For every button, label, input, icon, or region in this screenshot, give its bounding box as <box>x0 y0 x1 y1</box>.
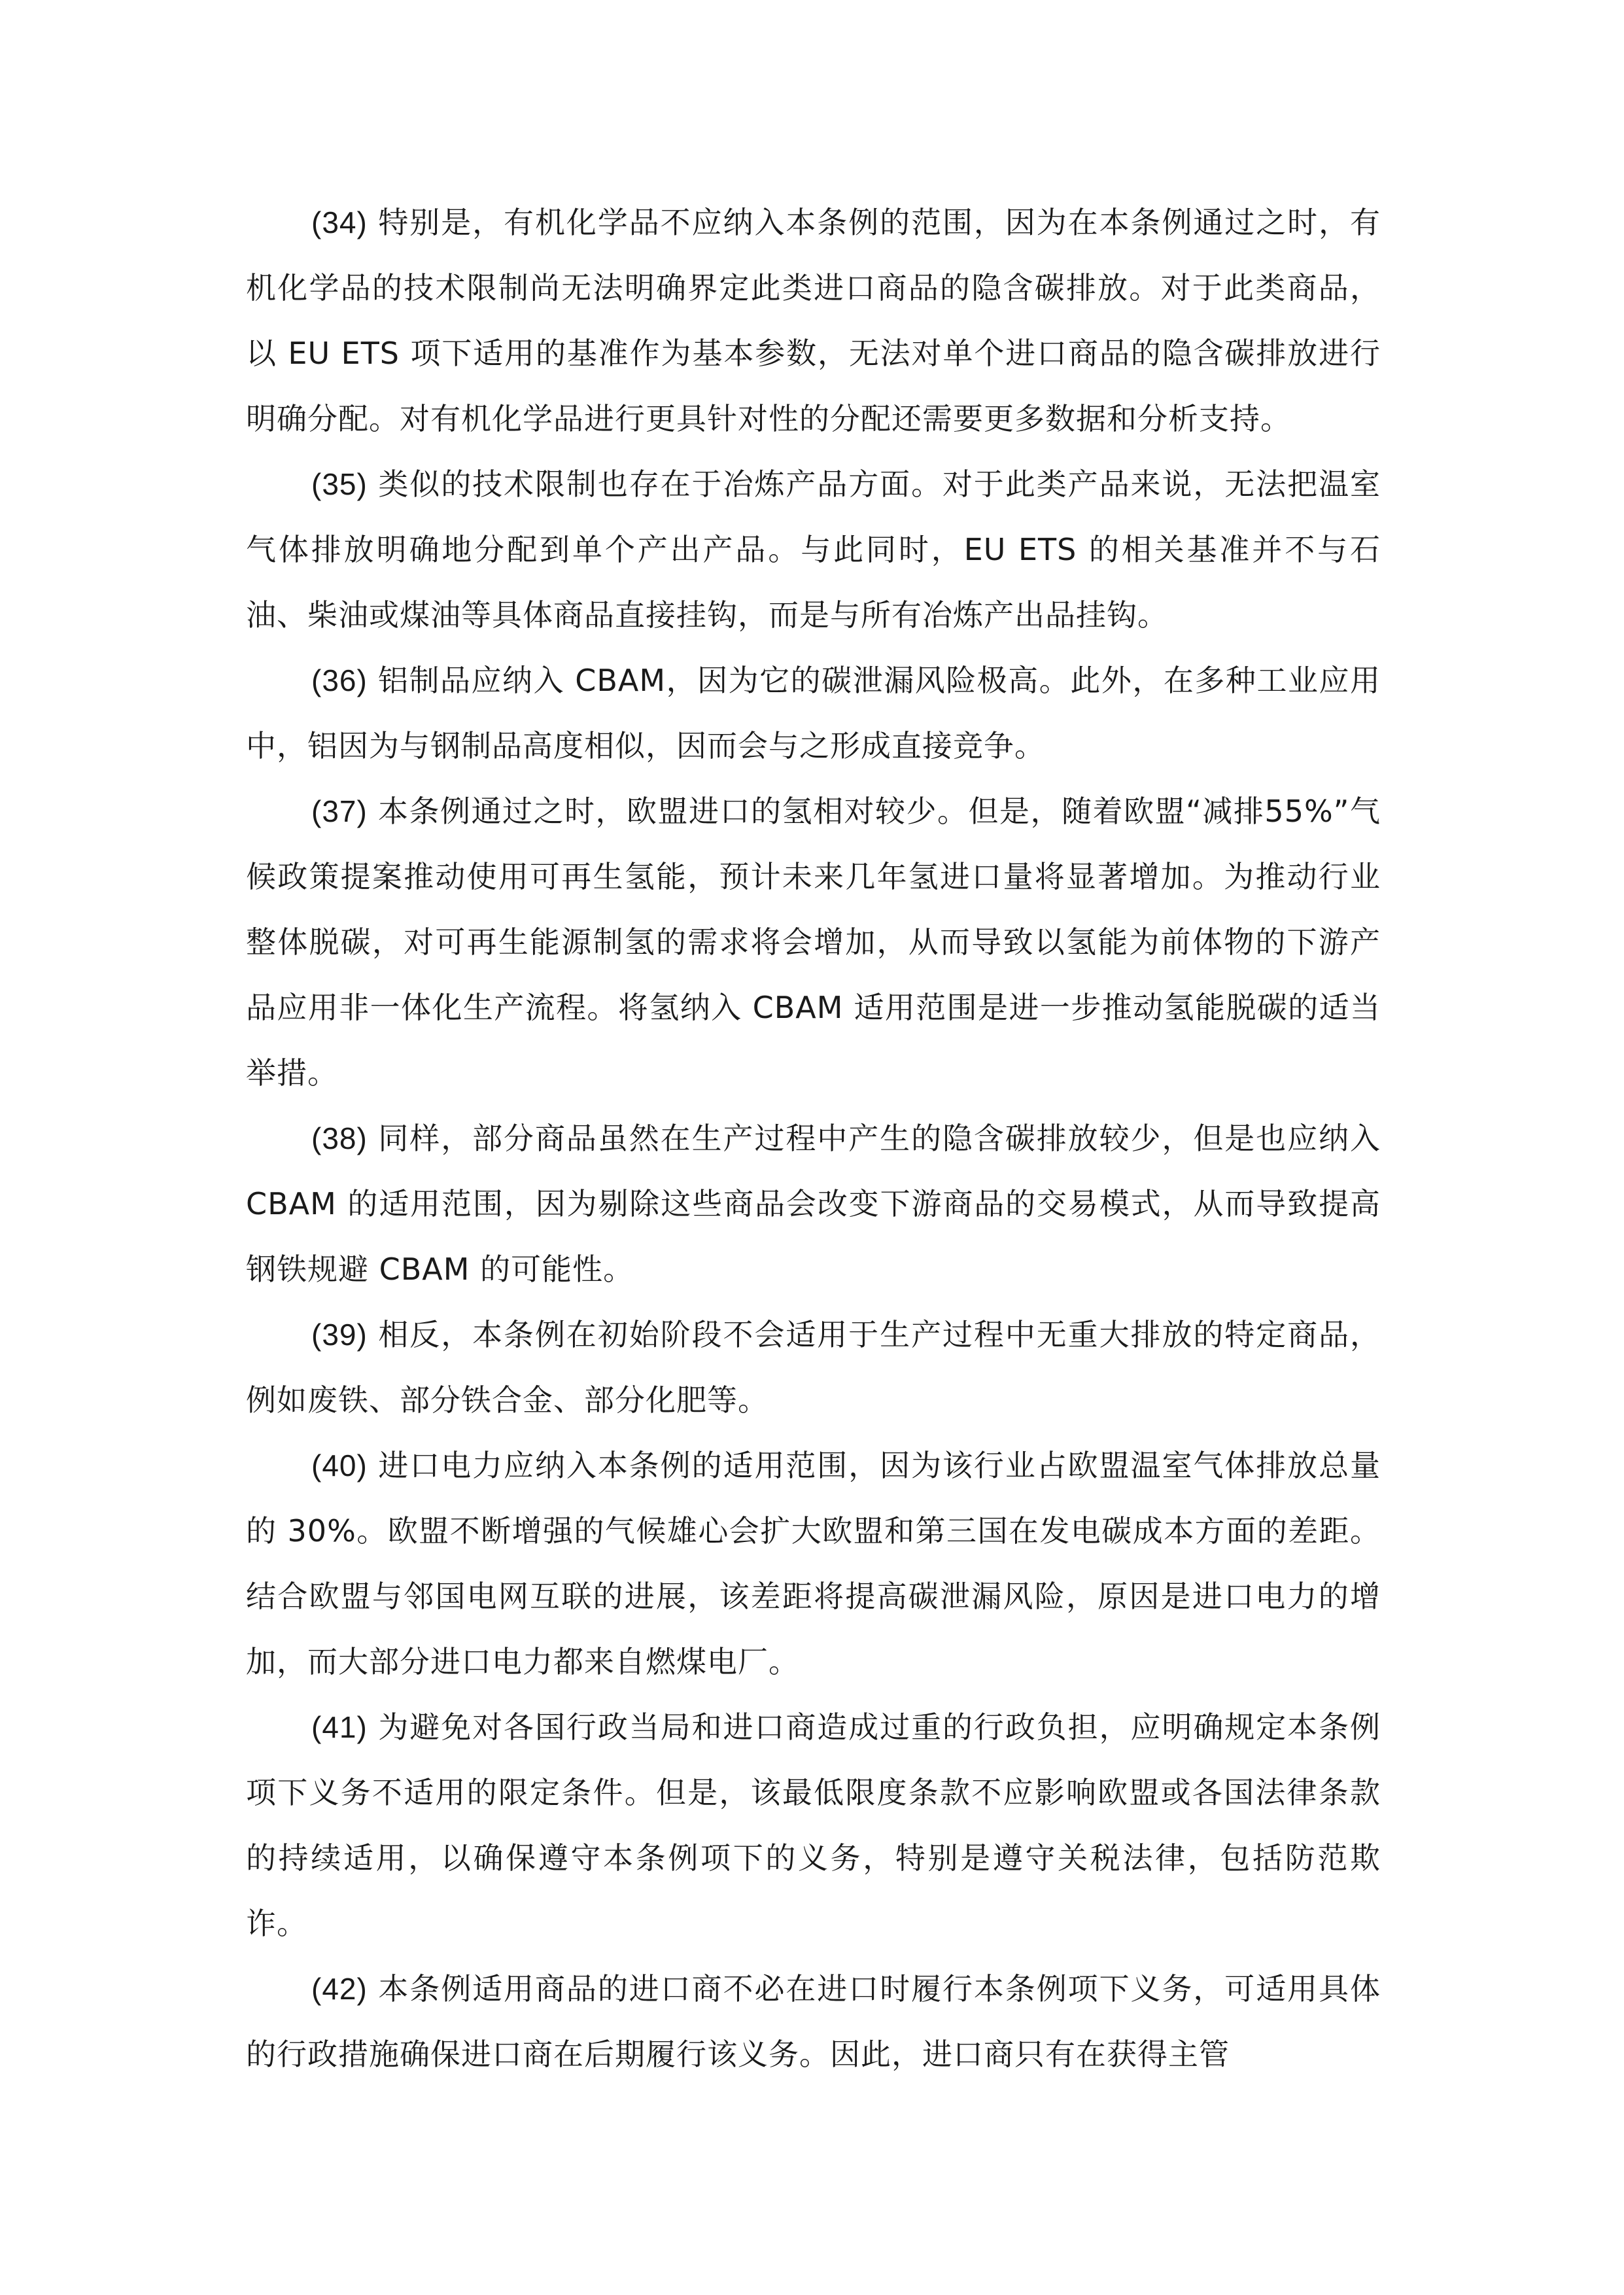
paragraph-text: 进口电力应纳入本条例的适用范围，因为该行业占欧盟温室气体排放总量的 30%。欧盟不断增强的气候雄心会扩大欧盟和第三国在发电碳成本方面的差距。结合欧盟与邻国电网互联的进展，该差距将提高碳泄漏风险，原因是进口电力的增加，而大部分进口电力都来自燃煤电厂。 <box>246 1448 1381 1679</box>
paragraph-37 <box>246 779 1381 1106</box>
paragraph-text: 本条例适用商品的进口商不必在进口时履行本条例项下义务，可适用具体的行政措施确保进口商在后期履行该义务。因此，进口商只有在获得主管 <box>246 1971 1381 2072</box>
paragraph-text: 铝制品应纳入 CBAM，因为它的碳泄漏风险极高。此外，在多种工业应用中，铝因为与钢制品高度相似，因而会与之形成直接竞争。 <box>246 663 1381 763</box>
paragraph-number: (42) <box>311 1972 368 2006</box>
paragraph-text: 本条例通过之时，欧盟进口的氢相对较少。但是，随着欧盟“减排55%”气候政策提案推动使用可再生氢能，预计未来几年氢进口量将显著增加。为推动行业整体脱碳，对可再生能源制氢的需求将会增加，从而导致以氢能为前体物的下游产品应用非一体化生产流程。将氢纳入 CBAM 适用范围是进一步推动氢能脱碳的适当举措。 <box>246 794 1381 1091</box>
paragraph-number: (36) <box>311 663 368 697</box>
paragraph-40 <box>246 1433 1381 1694</box>
paragraph-number: (39) <box>311 1318 368 1352</box>
paragraph-35 <box>246 451 1381 648</box>
paragraph-number: (38) <box>311 1121 368 1155</box>
paragraph-36 <box>246 648 1381 779</box>
document-body <box>246 190 1381 2087</box>
paragraph-39 <box>246 1302 1381 1433</box>
paragraph-text: 类似的技术限制也存在于冶炼产品方面。对于此类产品来说，无法把温室气体排放明确地分配到单个产出产品。与此同时，EU ETS 的相关基准并不与石油、柴油或煤油等具体商品直接挂钩，而是与所有冶炼产出品挂钩。 <box>246 466 1381 633</box>
paragraph-text: 特别是，有机化学品不应纳入本条例的范围，因为在本条例通过之时，有机化学品的技术限制尚无法明确界定此类进口商品的隐含碳排放。对于此类商品，以 EU ETS 项下适用的基准作为基本参数，无法对单个进口商品的隐含碳排放进行明确分配。对有机化学品进行更具针对性的分配还需要更多数据和分析支持。 <box>246 205 1381 436</box>
paragraph-number: (35) <box>311 467 368 501</box>
paragraph-number: (40) <box>311 1448 368 1482</box>
paragraph-number: (41) <box>311 1710 368 1744</box>
paragraph-42 <box>246 1956 1381 2087</box>
paragraph-number: (34) <box>311 205 368 239</box>
paragraph-text: 同样，部分商品虽然在生产过程中产生的隐含碳排放较少，但是也应纳入 CBAM 的适用范围，因为剔除这些商品会改变下游商品的交易模式，从而导致提高钢铁规避 CBAM 的可能性。 <box>246 1121 1381 1287</box>
paragraph-text: 为避免对各国行政当局和进口商造成过重的行政负担，应明确规定本条例项下义务不适用的限定条件。但是，该最低限度条款不应影响欧盟或各国法律条款的持续适用，以确保遵守本条例项下的义务，特别是遵守关税法律，包括防范欺诈。 <box>246 1709 1381 1941</box>
paragraph-text: 相反，本条例在初始阶段不会适用于生产过程中无重大排放的特定商品，例如废铁、部分铁合金、部分化肥等。 <box>246 1317 1381 1418</box>
paragraph-41 <box>246 1694 1381 1956</box>
paragraph-34 <box>246 190 1381 451</box>
paragraph-number: (37) <box>311 794 368 828</box>
paragraph-38 <box>246 1106 1381 1302</box>
